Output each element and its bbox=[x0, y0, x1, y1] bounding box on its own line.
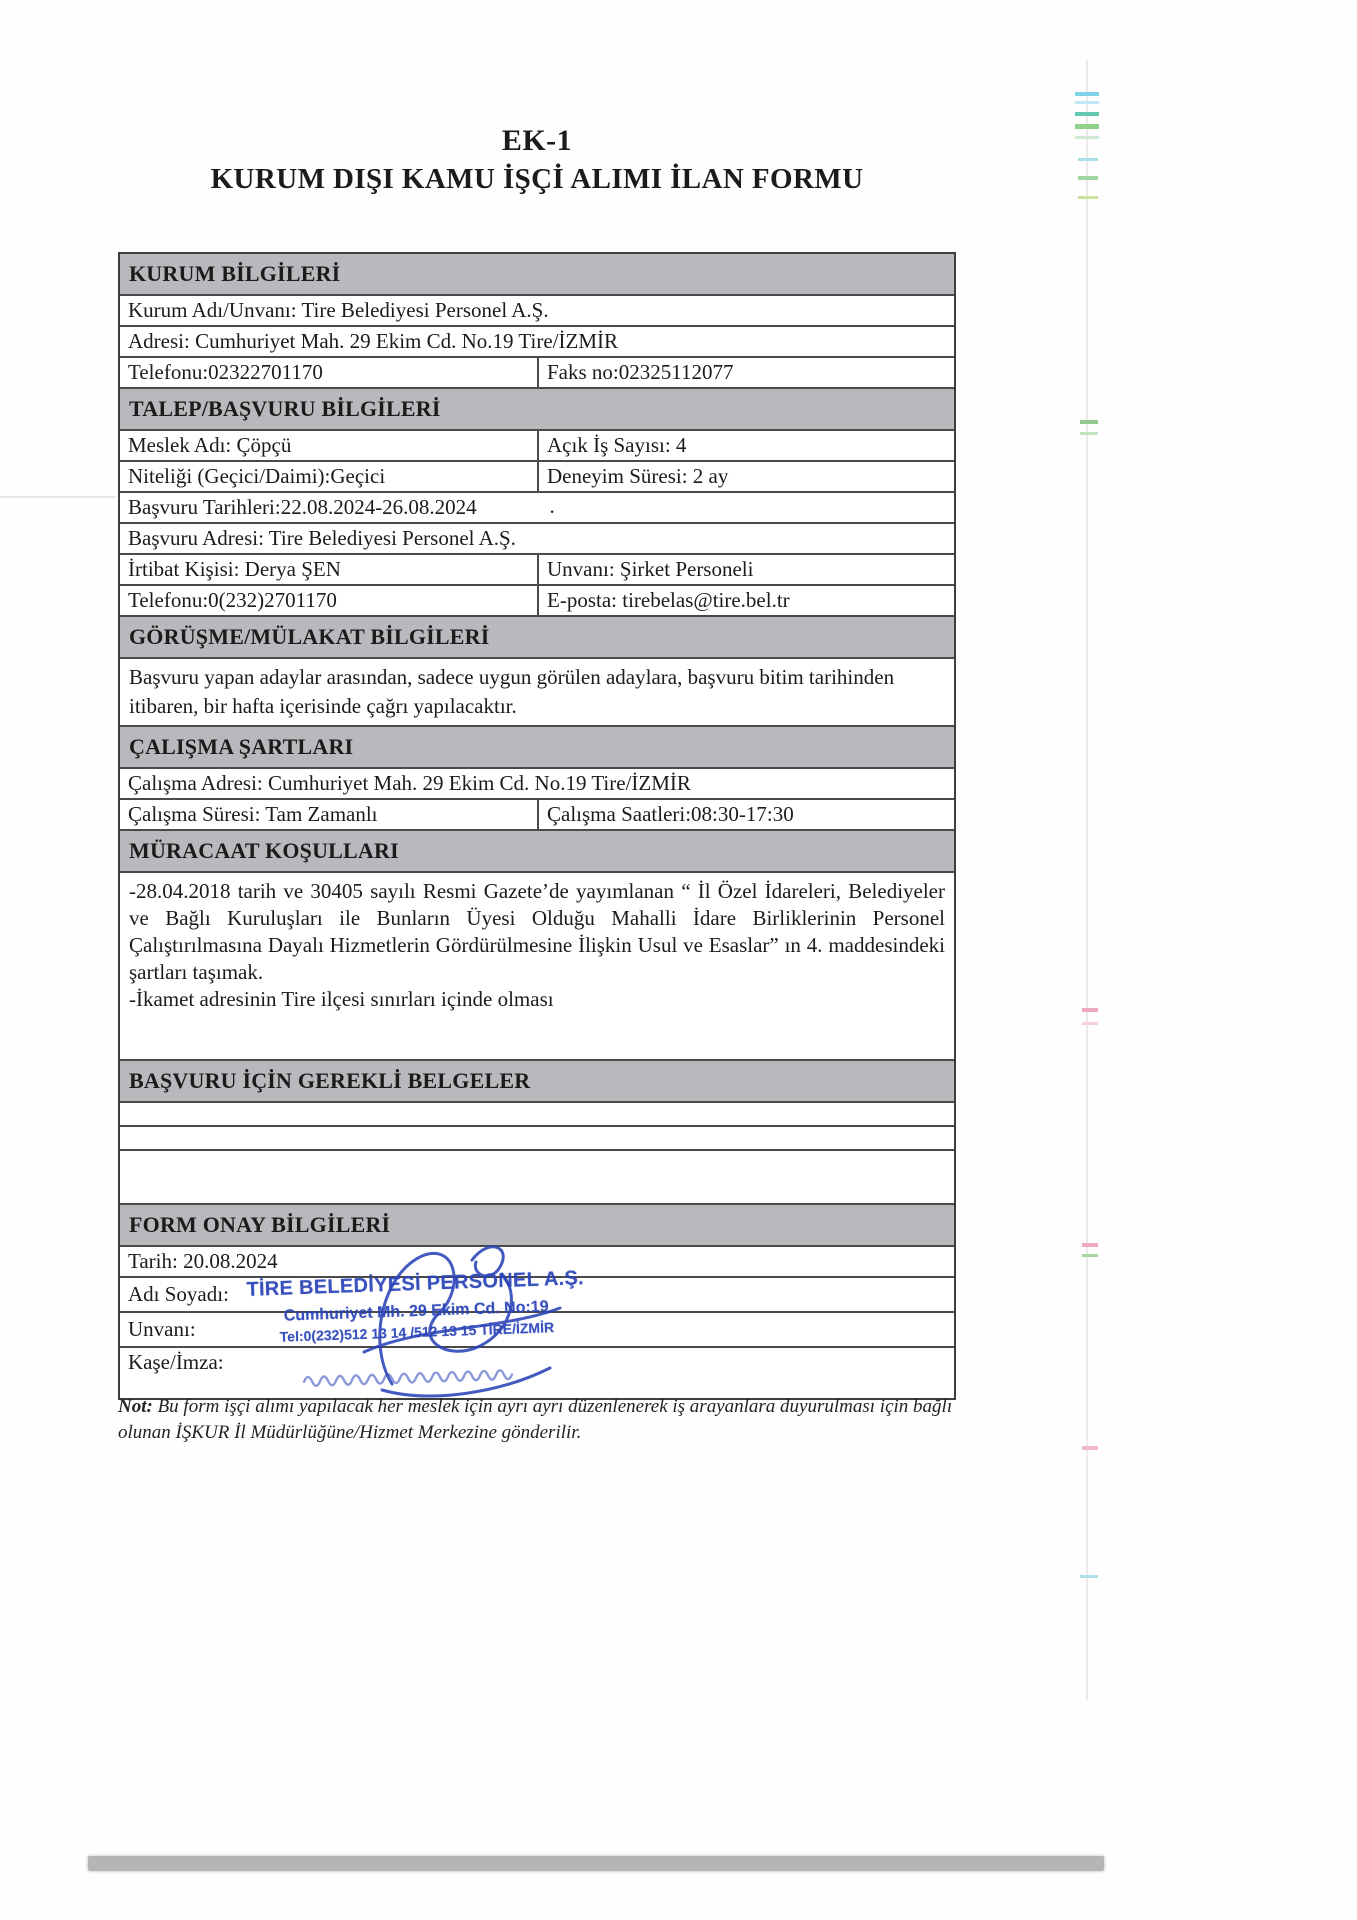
field-meslek-adi: Meslek Adı: Çöpçü bbox=[128, 433, 292, 457]
scan-artifact bbox=[1080, 432, 1098, 435]
form-title: KURUM DIŞI KAMU İŞÇİ ALIMI İLAN FORMU bbox=[210, 163, 864, 195]
field-calisma-suresi: Çalışma Süresi: Tam Zamanlı bbox=[128, 802, 378, 826]
scan-artifact bbox=[1078, 196, 1098, 199]
document-title-block bbox=[118, 124, 956, 196]
row-basvuru-tarihleri bbox=[120, 491, 954, 522]
row-muracaat-kosullari bbox=[120, 871, 954, 1059]
empty-row bbox=[120, 1125, 954, 1149]
section-header-form-onay: FORM ONAY BİLGİLERİ bbox=[120, 1203, 954, 1245]
scan-artifact bbox=[1086, 60, 1088, 1700]
scan-artifact bbox=[1080, 420, 1098, 424]
scan-artifact bbox=[1075, 136, 1099, 139]
scan-bottom-bar bbox=[88, 1856, 1104, 1871]
muracaat-paragraph-2: -İkamet adresinin Tire ilçesi sınırları içinde olması bbox=[129, 987, 554, 1011]
row-meslek-acikis bbox=[120, 429, 954, 460]
row-sure-saat bbox=[120, 798, 954, 829]
scan-artifact bbox=[1082, 1022, 1098, 1025]
footer-note bbox=[118, 1394, 966, 1446]
row-basvuru-adresi: Başvuru Adresi: Tire Belediyesi Personel A.Ş. bbox=[120, 522, 954, 553]
field-irtibat-telefon: Telefonu:0(232)2701170 bbox=[128, 588, 337, 612]
scan-artifact bbox=[1078, 158, 1098, 161]
footer-note-label: Not: bbox=[118, 1396, 153, 1417]
field-kurum-telefon: Telefonu:02322701170 bbox=[128, 360, 323, 384]
row-kase-imza: Kaşe/İmza: bbox=[120, 1346, 954, 1398]
scan-artifact bbox=[1082, 1243, 1098, 1247]
row-onay-tarih: Tarih: 20.08.2024 bbox=[120, 1245, 954, 1276]
stamp-address-line: Cumhuriyet Mh. 29 Ekim Cd. No:19 bbox=[283, 1298, 549, 1325]
muracaat-paragraph-1: -28.04.2018 tarih ve 30405 sayılı Resmi Gazete’de yayımlanan “ İl Özel İdareleri, Belediyeler ve Bağlı Kuruluşları ile Bunların Üyesi Olduğu Mahalli İdare Birliklerinin Personel Çalıştırılmasına Dayalı Hizmetlerin Gördürülmesine İlişkin Usul ve Esaslar” ın 4. maddesindeki şartları taşımak. bbox=[129, 879, 945, 984]
field-kurum-faks: Faks no:02325112077 bbox=[537, 358, 954, 387]
row-nitelik-deneyim bbox=[120, 460, 954, 491]
stamp-phone-line: Tel:0(232)512 13 14 /512 13 15 TİRE/İZMİR bbox=[279, 1319, 555, 1345]
field-eposta: E-posta: tirebelas@tire.bel.tr bbox=[537, 586, 954, 615]
scan-artifact bbox=[1082, 1446, 1098, 1450]
row-kurum-adi: Kurum Adı/Unvanı: Tire Belediyesi Personel A.Ş. bbox=[120, 294, 954, 325]
scan-fold-line bbox=[0, 496, 116, 498]
scan-artifact bbox=[1082, 1008, 1098, 1012]
row-adi-soyadi: Adı Soyadı: bbox=[120, 1276, 954, 1311]
empty-row bbox=[120, 1149, 954, 1203]
field-niteligi: Niteliği (Geçici/Daimi):Geçici bbox=[128, 464, 386, 488]
scan-artifact bbox=[1075, 124, 1099, 129]
scan-artifact bbox=[1080, 1575, 1098, 1578]
scan-artifact bbox=[1078, 176, 1098, 180]
field-irtibat-unvani: Unvanı: Şirket Personeli bbox=[537, 555, 954, 584]
row-irtibat-unvan bbox=[120, 553, 954, 584]
scan-artifact bbox=[1082, 1254, 1098, 1257]
section-header-talep-basvuru: TALEP/BAŞVURU BİLGİLERİ bbox=[120, 387, 954, 429]
section-header-gerekli-belgeler: BAŞVURU İÇİN GEREKLİ BELGELER bbox=[120, 1059, 954, 1101]
form-code: EK-1 bbox=[501, 124, 573, 157]
stamp-company-name: TİRE BELEDİYESİ PERSONEL A.Ş. bbox=[246, 1267, 585, 1301]
row-kurum-adres: Adresi: Cumhuriyet Mah. 29 Ekim Cd. No.19 Tire/İZMİR bbox=[120, 325, 954, 356]
scan-artifact bbox=[1075, 101, 1099, 104]
scan-dot-mark: . bbox=[549, 494, 555, 518]
section-header-muracaat-kosullari: MÜRACAAT KOŞULLARI bbox=[120, 829, 954, 871]
section-header-gorusme-mulakat: GÖRÜŞME/MÜLAKAT BİLGİLERİ bbox=[120, 615, 954, 657]
field-basvuru-tarihleri: Başvuru Tarihleri:22.08.2024-26.08.2024 bbox=[128, 495, 477, 519]
row-telefon-eposta bbox=[120, 584, 954, 615]
field-deneyim-suresi: Deneyim Süresi: 2 ay bbox=[537, 462, 954, 491]
row-telefon-faks bbox=[120, 356, 954, 387]
field-calisma-saatleri: Çalışma Saatleri:08:30-17:30 bbox=[537, 800, 954, 829]
field-acik-is-sayisi: Açık İş Sayısı: 4 bbox=[537, 431, 954, 460]
row-unvani: Unvanı: bbox=[120, 1311, 954, 1346]
row-gorusme-aciklama: Başvuru yapan adaylar arasından, sadece uygun görülen adaylara, başvuru bitim tarihinden itibaren, bir hafta içerisinde çağrı yapılacaktır. bbox=[120, 657, 954, 725]
section-header-kurum-bilgileri: KURUM BİLGİLERİ bbox=[120, 254, 954, 294]
scan-artifact bbox=[1075, 112, 1099, 116]
row-calisma-adresi: Çalışma Adresi: Cumhuriyet Mah. 29 Ekim Cd. No.19 Tire/İZMİR bbox=[120, 767, 954, 798]
form-table bbox=[118, 252, 956, 1400]
section-header-calisma-sartlari: ÇALIŞMA ŞARTLARI bbox=[120, 725, 954, 767]
scan-artifact bbox=[1075, 92, 1099, 96]
empty-row bbox=[120, 1101, 954, 1125]
footer-note-text: Bu form işçi alımı yapılacak her meslek için ayrı ayrı düzenlenerek iş arayanlara duyurulması için bağlı olunan İŞKUR İl Müdürlüğüne/Hizmet Merkezine gönderilir. bbox=[118, 1396, 953, 1443]
field-irtibat-kisisi: İrtibat Kişisi: Derya ŞEN bbox=[128, 557, 341, 581]
